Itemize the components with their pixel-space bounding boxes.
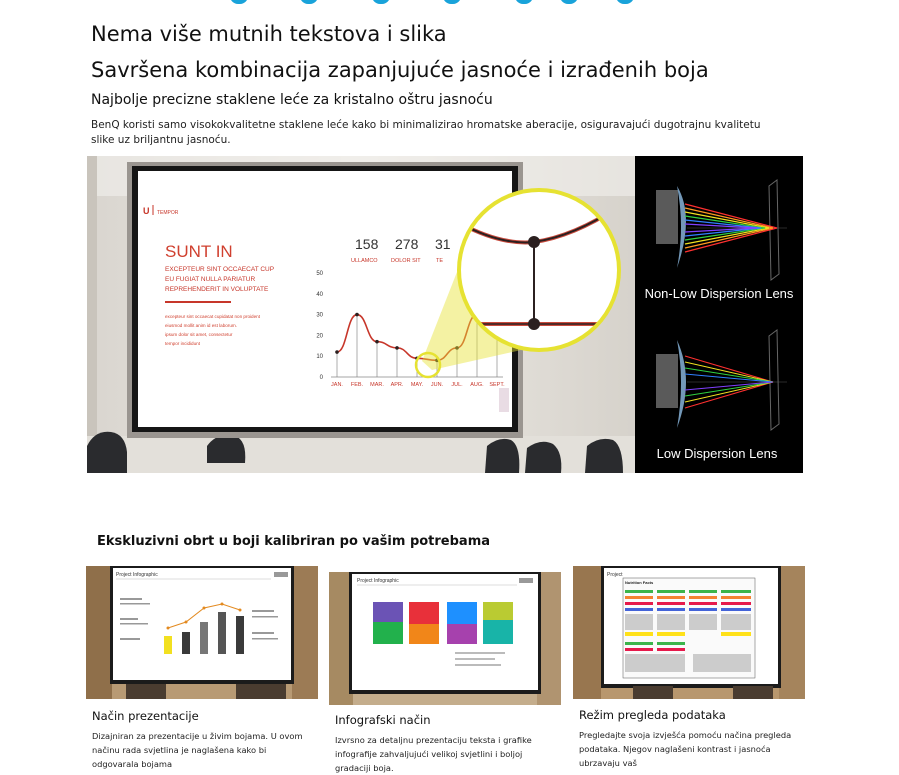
chart-x-tick-label: APR. xyxy=(390,382,404,388)
stat-value-1: 158 xyxy=(355,236,379,252)
card-title: Režim pregleda podataka xyxy=(579,708,726,722)
chart-x-tick-label: JAN. xyxy=(331,382,343,388)
svg-text:Nutrition Facts: Nutrition Facts xyxy=(625,580,654,585)
card-title: Način prezentacije xyxy=(92,709,199,723)
chart-point xyxy=(395,346,399,350)
stat-value-2: 278 xyxy=(395,236,419,252)
hero-image-lens-comparison xyxy=(87,156,803,473)
slide-page-tab xyxy=(499,388,509,412)
chart-x-tick-label: SEPT. xyxy=(489,382,505,388)
slide-body-1: excepteur sint occaecat cupidatat non proident xyxy=(165,314,260,319)
slide-headline: SUNT IN xyxy=(165,242,233,261)
card-infographic-mode[interactable] xyxy=(329,572,561,775)
low-dispersion-label: Low Dispersion Lens xyxy=(656,446,778,461)
card-title: Infografski način xyxy=(335,713,431,727)
card-text: Dizajniran za prezentacije u živim bojama. U ovom načinu rada svjetlina je naglašena kako bi odgovarala bojama xyxy=(92,731,303,769)
section-title: Nema više mutnih tekstova i slika xyxy=(91,22,447,46)
stat-label-2: DOLOR SIT xyxy=(391,258,421,264)
card-text: Izvrsno za detaljnu prezentaciju teksta i grafike infografije zahvaljujući velikoj svjetlini i boljoj gradaciji boja. xyxy=(335,735,532,773)
chart-y-tick-label: 0 xyxy=(319,375,323,381)
exclusive-title: Ekskluzivni obrt u boji kalibriran po vašim potrebama xyxy=(97,534,491,549)
svg-text:Project Infographic: Project Infographic xyxy=(357,578,399,584)
chart-x-tick-label: JUN. xyxy=(430,382,444,388)
slide-body-3: ipsum dolor sit amet, consectetur xyxy=(165,332,233,337)
non-low-dispersion-label: Non-Low Dispersion Lens xyxy=(644,286,794,301)
card-text: Pregledajte svoja izvješća pomoću načina pregleda podataka. Njegov naglašeni kontrast i jasnoća ubrzavaju vaš xyxy=(579,730,792,768)
card-presentation-mode[interactable] xyxy=(86,566,318,771)
slide-lead-2: EU FUGIAT NULLA PARIATUR xyxy=(165,276,256,283)
stat-value-3: 31 xyxy=(435,236,451,252)
data-view-mode-image xyxy=(573,566,805,699)
stat-label-3: TE xyxy=(436,258,444,264)
chart-x-tick-label: JUL. xyxy=(451,382,463,388)
slide-divider xyxy=(165,301,231,303)
slide-lead-3: REPREHENDERIT IN VOLUPTATE xyxy=(165,286,269,293)
section-description: BenQ koristi samo visokokvalitetne staklene leće kako bi minimalizirao hromatske aberacije, osiguravajući dugotrajnu kvalitetu slike uz briljantnu jasnoću. xyxy=(91,119,761,146)
chart-x-tick-label: AUG. xyxy=(470,382,484,388)
slide-brand: TEMPOR xyxy=(157,210,179,216)
slide-body-2: eiusmod mollit anim id est laborum. xyxy=(165,323,237,328)
presentation-mode-image xyxy=(86,566,318,699)
slide-lead-1: EXCEPTEUR SINT OCCAECAT CUP xyxy=(165,266,275,273)
chart-y-tick-label: 10 xyxy=(316,354,323,361)
stat-label-1: ULLAMCO xyxy=(351,258,378,264)
section-heading: Najbolje precizne staklene leće za kristalno oštru jasnoću xyxy=(91,92,493,108)
infographic-mode-image xyxy=(329,572,561,705)
chart-point xyxy=(355,313,359,317)
chart-x-tick-label: FEB. xyxy=(350,382,364,388)
chart-point xyxy=(375,340,379,344)
chart-point xyxy=(335,350,339,354)
svg-text:Project: Project xyxy=(607,572,623,578)
slide-body-4: tempor incididunt xyxy=(165,341,200,346)
section-subtitle: Savršena kombinacija zapanjujuće jasnoće i izrađenih boja xyxy=(91,58,709,82)
chart-y-tick-label: 50 xyxy=(316,271,323,277)
top-accent-decoration xyxy=(0,0,899,8)
chart-x-tick-label: MAY. xyxy=(410,382,424,388)
svg-text:U: U xyxy=(143,206,150,216)
chart-y-tick-label: 20 xyxy=(316,333,323,340)
chart-x-tick-label: MAR. xyxy=(370,382,384,388)
chart-y-tick-label: 40 xyxy=(316,291,323,298)
chart-y-tick-label: 30 xyxy=(316,312,323,319)
svg-text:Project Infographic: Project Infographic xyxy=(116,572,158,578)
card-data-view-mode[interactable] xyxy=(573,566,805,770)
